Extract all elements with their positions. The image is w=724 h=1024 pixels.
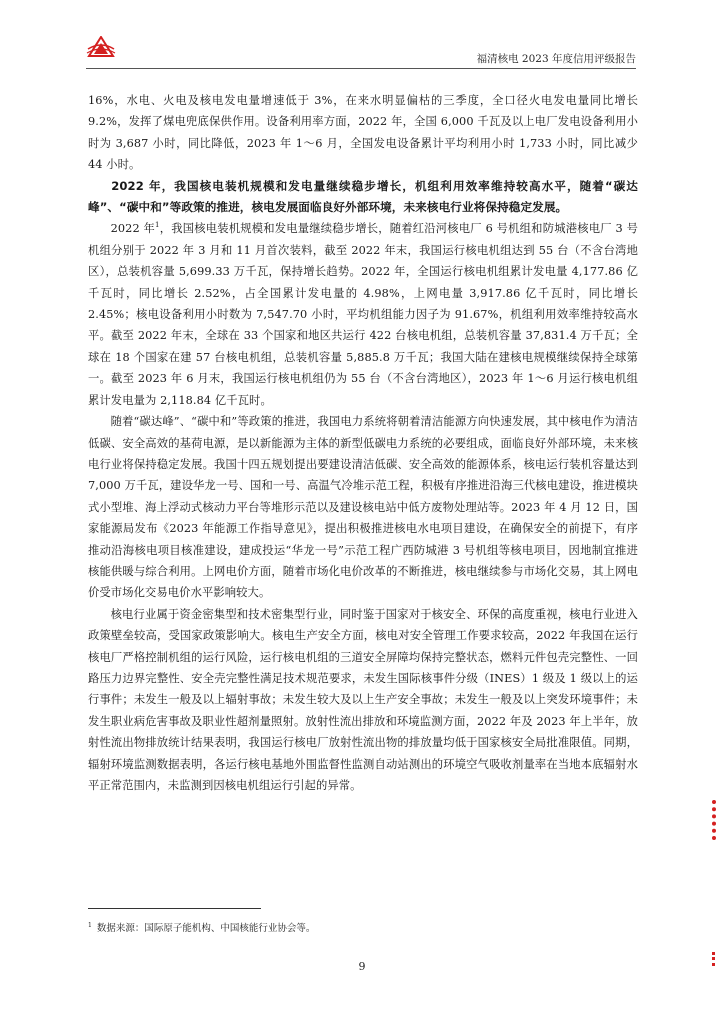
footnote-mark: 1 (88, 921, 92, 929)
paragraph-nuclear-capacity (88, 218, 638, 411)
section-heading-nuclear-outlook: 2022 年，我国核电装机规模和发电量继续稳步增长，机组利用效率维持较高水平，随着“碳达峰”、“碳中和”等政策的推进，核电发展面临良好外部环境，未来核电行业将保持稳定发展。 (88, 178, 638, 215)
company-logo-icon (86, 36, 116, 58)
header-divider (86, 68, 636, 69)
paragraph-nuclear-capacity-lead: 2022 年 (110, 222, 156, 236)
paragraph-power-utilization: 16%，水电、火电及核电发电量增速低于 3%，在来水明显偏枯的三季度，全口径火电发电量同比增长 9.2%，发挥了煤电兜底保供作用。设备利用率方面，2022 年，全国 6,000 千瓦及以上电厂发电设备利用小时为 3,687 小时，同比降低，2023 年 1～6 月，全国发电设备累计平均利用小时 1,733 小时，同比减少 44 小时。 (88, 94, 638, 172)
seal-edge-mark (712, 800, 724, 840)
paragraph-carbon-policy: 随着“碳达峰”、“碳中和”等政策的推进，我国电力系统将朝着清洁能源方向快速发展，其中核电作为清洁低碳、安全高效的基荷电源，是以新能源为主体的新型低碳电力系统的必要组成，面临良好外部环境，未来核电行业将保持稳定发展。我国十四五规划提出要建设清洁低碳、安全高效的能源体系，核电运行装机容量达到 7,000 万千瓦，建设华龙一号、国和一号、高温气冷堆示范工程，积极有序推进沿海三代核电建设，推进模块式小型堆、海上浮动式核动力平台等堆形示范以及建设核电站中低方废物处理站等。2023 年 4 月 12 日，国家能源局发布《2023 年能源工作指导意见》，提出积极推进核电水电项目建设，在确保安全的前提下，有序推动沿海核电项目核准建设，建成投运“华龙一号”示范工程广西防城港 3 号机组等核电项目，因地制宜推进核能供暖与综合利用。上网电价方面，随着市场化电价改革的不断推进，核电继续参与市场化交易，其上网电价受市场化交易电价水平影响较大。 (88, 415, 638, 600)
paragraph-nuclear-safety: 核电行业属于资金密集型和技术密集型行业，同时鉴于国家对于核安全、环保的高度重视，核电行业进入政策壁垒较高，受国家政策影响大。核电生产安全方面，核电对安全管理工作要求较高，2022 年我国在运行核电厂严格控制机组的运行风险，运行核电机组的三道安全屏障均保持完整状态，燃料元件包壳完整性、一回路压力边界完整性、安全壳完整性满足技术规范要求，未发生国际核事件分级（INES）1 级及 1 级以上的运行事件；未发生一般及以上辐射事故；未发生较大及以上生产安全事故；未发生一般及以上突发环境事件；未发生职业病危害事故及职业性超剂量照射。放射性流出排放和环境监测方面，2022 年及 2023 年上半年，放射性流出物排放统计结果表明，我国运行核电厂放射性流出物的排放量均低于国家核安全局批准限值。同期，辐射环境监测数据表明，各运行核电基地外围监督性监测自动站测出的环境空气吸收剂量率在当地本底辐射水平正常范围内，未监测到因核电机组运行引起的异常。 (88, 607, 638, 792)
footnote (88, 920, 315, 934)
footnote-text: 数据来源：国际原子能机构、中国核能行业协会等。 (96, 923, 316, 934)
document-header-title: 福清核电 2023 年度信用评级报告 (476, 53, 636, 65)
footnote-reference[interactable]: 1 (155, 221, 160, 230)
report-body (88, 90, 638, 796)
page-number: 9 (358, 960, 366, 973)
footnote-divider (88, 908, 261, 909)
paragraph-nuclear-capacity-body: ，我国核电装机规模和发电量继续稳步增长，随着红沿河核电厂 6 号机组和防城港核电厂 3 号机组分别于 2022 年 3 月和 11 月首次装料，截至 2022 年末，我国运行核电机组达到 55 台（不含台湾地区），总装机容量 5,699.33 万千瓦，保持增长趋势。2022 年，全国运行核电机组累计发电量 4,177.86 亿千瓦时，同比增长 2.52%，占全国累计发电量的 4.98%，上网电量 3,917.86 亿千瓦时，同比增长 2.45%；核电设备利用小时数为 7,547.70 小时，平均机组能力因子为 91.67%，机组利用效率维持较高水平。截至 2022 年末，全球在 33 个国家和地区共运行 422 台核电机组，总装机容量 37,831.4 万千瓦；全球在 18 个国家在建 57 台核电机组，总装机容量 5,885.8 万千瓦；我国大陆在建核电规模继续保持全球第一。截至 2023 年 6 月末，我国运行核电机组仍为 55 台（不含台湾地区），2023 年 1～6 月运行核电机组累计发电量为 2,118.84 亿千瓦时。 (88, 222, 638, 407)
seal-edge-mark-small (712, 952, 724, 966)
